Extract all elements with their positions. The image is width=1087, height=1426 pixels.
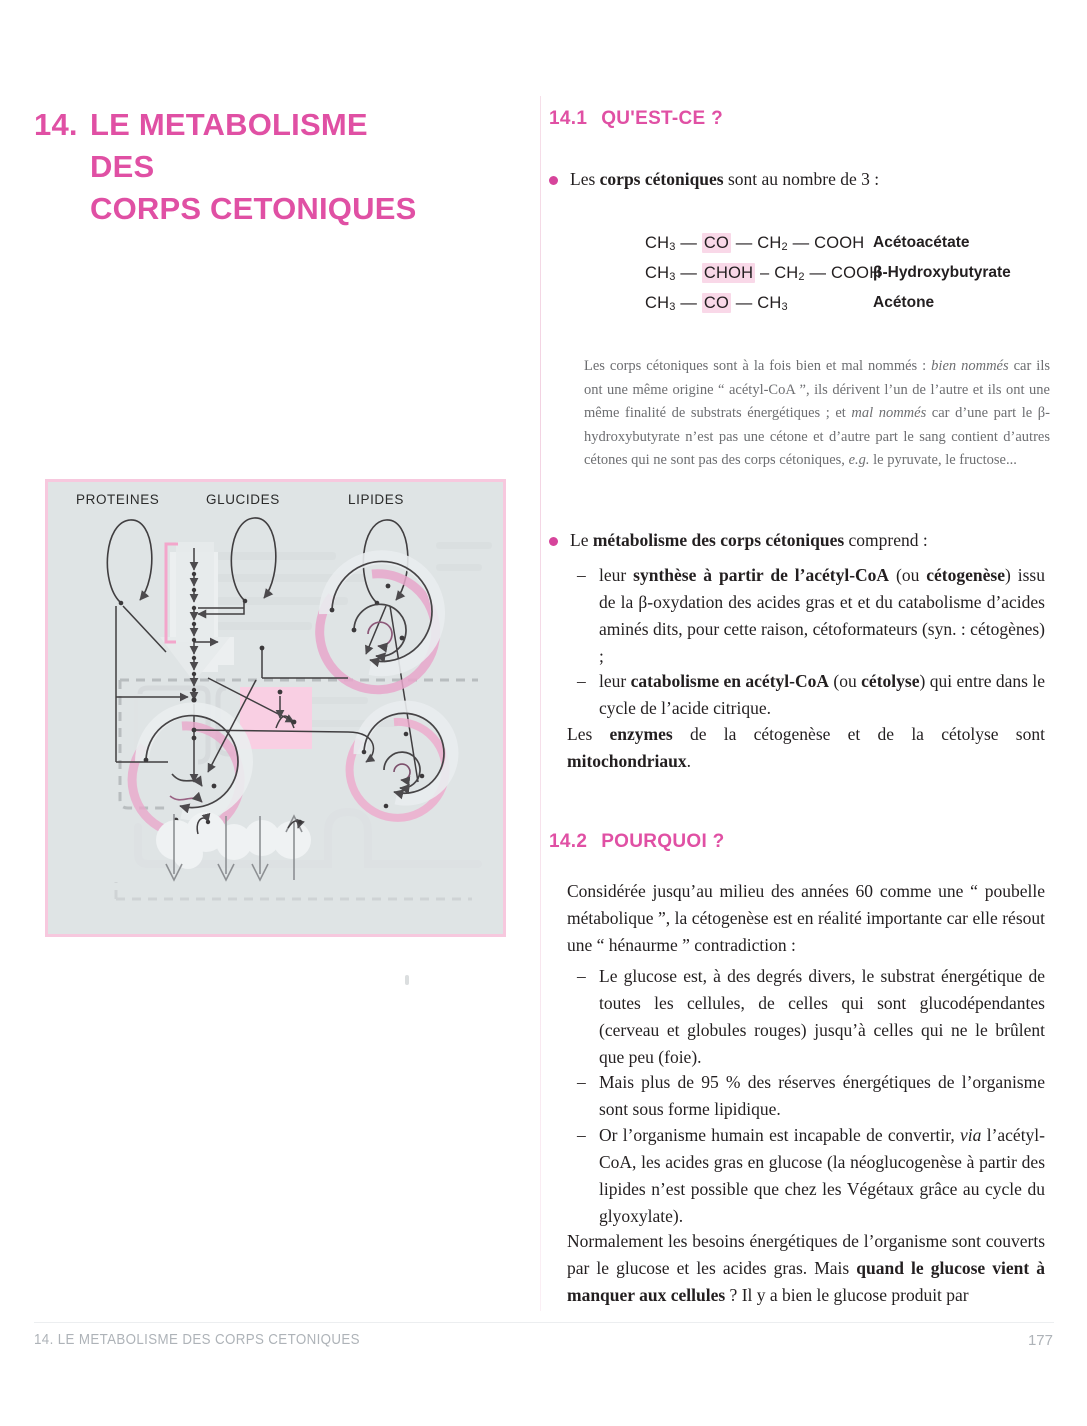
- chapter-title-line-2: DES: [90, 149, 155, 184]
- dash-item-catabolisme: [577, 668, 1045, 722]
- formula-structure-1: $CH_3$ — CO — $CH_2$ — COOH: [645, 234, 865, 253]
- pathway-diagram-svg: [48, 482, 503, 934]
- dash-marker: –: [577, 1072, 586, 1092]
- dash-item-reserves: [577, 1069, 1045, 1123]
- right-column: [540, 0, 1087, 1426]
- formula-name-3: Acétone: [873, 294, 935, 311]
- figure-label-lipides: LIPIDES: [348, 492, 404, 507]
- formula-structure-3: $CH_3$ — CO — $CH_3$: [645, 294, 788, 313]
- section-heading-14-1: [549, 108, 723, 130]
- page-number: 177: [1027, 1332, 1053, 1349]
- footer-divider: [34, 1322, 1054, 1323]
- dash-marker: –: [577, 565, 586, 585]
- figure-canvas: [48, 482, 503, 934]
- formula-row-acetoacetate: [645, 232, 1075, 262]
- metabolism-figure: [45, 479, 506, 937]
- dash-item-reserves-text: Mais plus de 95 % des réserves énergétiques de l’organisme sont sous forme lipidique.: [599, 1072, 1045, 1119]
- chapter-title-line-3: CORPS CETONIQUES: [90, 191, 417, 226]
- dash-item-synthese: [577, 562, 1045, 670]
- section-number-14-1: 14.1: [549, 108, 588, 129]
- dash-item-glucose: [577, 963, 1045, 1071]
- bullet-metabolisme-text: Le métabolisme des corps cétoniques comprend :: [570, 530, 928, 550]
- dash-marker: –: [577, 966, 586, 986]
- formula-structure-2: $CH_3$ — CHOH – $CH_2$ — COOH: [645, 264, 882, 283]
- left-column: [0, 0, 540, 1426]
- enzymes-paragraph: Les enzymes de la cétogenèse et de la cétolyse sont mitochondriaux.: [567, 724, 1045, 771]
- figure-label-glucides: GLUCIDES: [206, 492, 280, 507]
- chapter-number: 14.: [34, 107, 78, 142]
- closing-paragraph: Normalement les besoins énergétiques de l’organisme sont couverts par le glucose et les acides gras. Mais quand le glucose vient à manquer aux cellules ? Il y a bien le glucose produit par: [567, 1231, 1045, 1305]
- bullet-corps-cetoniques-text: Les corps cétoniques sont au nombre de 3 :: [570, 169, 880, 189]
- formula-row-hydroxybutyrate: [645, 262, 1075, 292]
- pourquoi-intro-paragraph: Considérée jusqu’au milieu des années 60 comme une “ poubelle métabolique ”, la cétogenèse est en réalité importante car elle résout une “ hénaurme ” contradiction :: [567, 881, 1045, 955]
- dash-item-organisme: [577, 1122, 1045, 1230]
- dash-item-catabolisme-text: leur catabolisme en acétyl-CoA (ou cétolyse) qui entre dans le cycle de l’acide citrique.: [599, 671, 1045, 718]
- figure-label-proteines: PROTEINES: [76, 492, 160, 507]
- dash-marker: –: [577, 1125, 586, 1145]
- note-paragraph: Les corps cétoniques sont à la fois bien et mal nommés : bien nommés car ils ont une même origine “ acétyl-CoA ”, ils dérivent l’un de l’autre et ils ont une même finalité de substrats énergétiques ; et mal nommés car d’une part le β-hydroxybutyrate n’est pas une cétone et d’autre part le sang contient d’autres cétones qui ne sont pas des corps cétoniques, e.g. le pyruvate, le fructose...: [584, 358, 1050, 468]
- formula-name-1: Acétoacétate: [873, 234, 970, 251]
- bullet-dot-icon: [549, 537, 558, 546]
- footer-chapter-label: 14. LE METABOLISME DES CORPS CETONIQUES: [34, 1332, 360, 1348]
- section-heading-14-2: [549, 831, 725, 853]
- bullet-corps-cetoniques: [549, 167, 1049, 192]
- bullet-dot-icon: [549, 176, 558, 185]
- section-title-14-1: QU'EST-CE ?: [601, 108, 724, 129]
- dash-item-organisme-text: Or l’organisme humain est incapable de convertir, via l’acétyl-CoA, les acides gras en glucose (la néoglucogenèse à partir des lipides n’est possible que chez les Végétaux grâce au cycle du glyoxylate).: [599, 1125, 1045, 1226]
- dash-item-synthese-text: leur synthèse à partir de l’acétyl-CoA (ou cétogenèse) issu de la β-oxydation des acides gras et et du catabolisme d’acides aminés dits, pour cette raison, cétoformateurs (syn. : cétogènes) ;: [599, 565, 1045, 666]
- section-title-14-2: POURQUOI ?: [601, 831, 725, 852]
- page-title: [34, 104, 514, 230]
- chapter-title-line-1: LE METABOLISME: [90, 107, 368, 142]
- chemical-formula-table: [645, 232, 1075, 322]
- scan-artifact: [405, 975, 409, 985]
- dash-marker: –: [577, 671, 586, 691]
- formula-row-acetone: [645, 292, 1075, 322]
- formula-name-2: β-Hydroxybutyrate: [873, 264, 1011, 281]
- dash-item-glucose-text: Le glucose est, à des degrés divers, le substrat énergétique de toutes les cellules, de celles qui sont glucodépendantes (cerveau et globules rouges) jusqu’à celles qui ne le brûlent que peu (foie).: [599, 966, 1045, 1067]
- bullet-metabolisme: [549, 528, 1054, 553]
- section-number-14-2: 14.2: [549, 831, 588, 852]
